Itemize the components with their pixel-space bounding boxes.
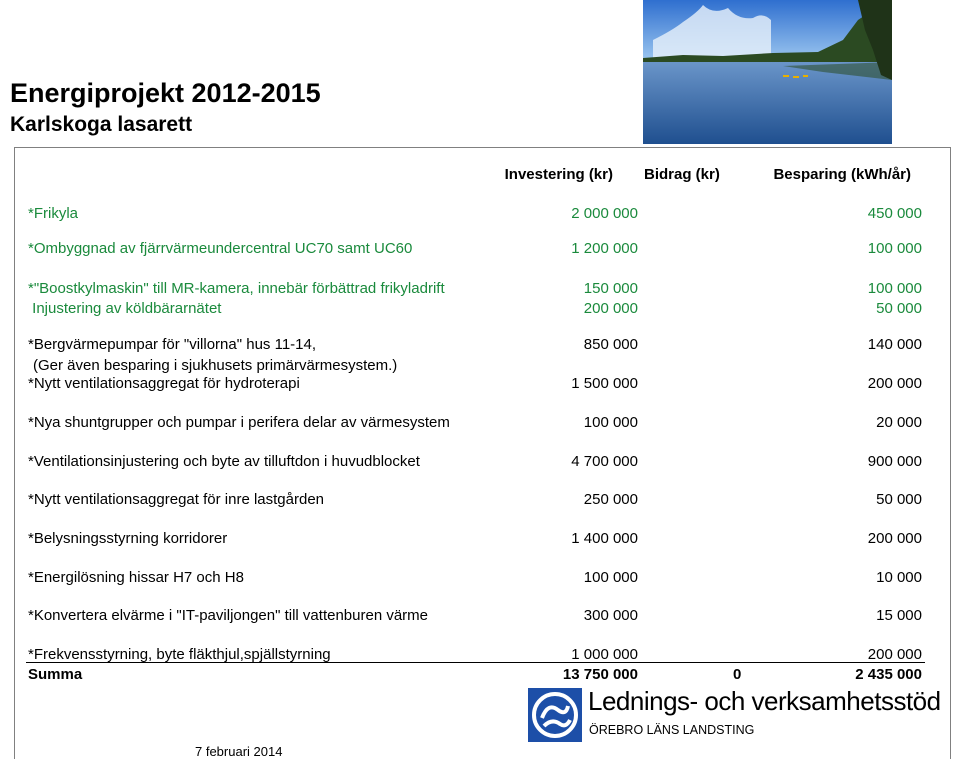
table-row [0, 530, 960, 550]
row-note: (Ger även besparing i sjukhusets primärvärmesystem.) [33, 357, 398, 374]
org-sub: ÖREBRO LÄNS LANDSTING [589, 723, 755, 737]
table-row [0, 336, 960, 356]
row-besparing: 900 000 [867, 453, 922, 470]
table-row [0, 205, 960, 225]
landsting-logo-icon [528, 688, 582, 742]
row-besparing: 50 000 [876, 300, 922, 317]
row-investering: 850 000 [583, 336, 638, 353]
row-label: *Frekvensstyrning, byte fläkthjul,spjällstyrning [28, 646, 331, 663]
row-label: *Belysningsstyrning korridorer [28, 530, 228, 547]
row-label: *Konvertera elvärme i "IT-paviljongen" till vattenburen värme [28, 607, 429, 624]
page-title: Energiprojekt 2012-2015 [10, 78, 321, 108]
row-label: *Nytt ventilationsaggregat för hydroterapi [28, 375, 300, 392]
row-investering: 300 000 [583, 607, 638, 624]
summa-row [0, 666, 960, 686]
row-besparing: 100 000 [867, 280, 922, 297]
row-besparing: 200 000 [867, 375, 922, 392]
table-row [0, 453, 960, 473]
row-investering: 100 000 [583, 414, 638, 431]
row-label: *Frikyla [28, 205, 79, 222]
table-row [0, 280, 960, 300]
row-investering: 200 000 [583, 300, 638, 317]
row-investering: 1 500 000 [571, 375, 638, 392]
table-row [0, 569, 960, 589]
row-besparing: 15 000 [876, 607, 922, 624]
row-investering: 1 200 000 [571, 240, 638, 257]
row-label: *Bergvärmepumpar för "villorna" hus 11-14, [28, 336, 317, 353]
summa-label: Summa [28, 666, 83, 683]
header-besparing: Besparing (kWh/år) [773, 166, 911, 183]
date-label: 7 februari 2014 [195, 744, 283, 759]
row-label: *"Boostkylmaskin" till MR-kamera, innebär förbättrad frikyladrift [28, 280, 445, 297]
lake-landscape-photo [643, 0, 892, 144]
row-besparing: 100 000 [867, 240, 922, 257]
row-label: *Nytt ventilationsaggregat för inre lastgården [28, 491, 325, 508]
row-label: Injustering av köldbärarnätet [28, 300, 222, 317]
row-investering: 150 000 [583, 280, 638, 297]
row-besparing: 200 000 [867, 646, 922, 663]
summa-investering: 13 750 000 [562, 666, 638, 683]
table-row [0, 240, 960, 260]
row-label: *Energilösning hissar H7 och H8 [28, 569, 244, 586]
row-investering: 250 000 [583, 491, 638, 508]
header-bidrag: Bidrag (kr) [644, 166, 720, 183]
row-label: *Ombyggnad av fjärrvärmeundercentral UC70 samt UC60 [28, 240, 413, 257]
table-row [0, 607, 960, 627]
table-row [0, 491, 960, 511]
table-row [0, 300, 960, 320]
row-besparing: 50 000 [876, 491, 922, 508]
row-besparing: 450 000 [867, 205, 922, 222]
row-label: *Nya shuntgrupper och pumpar i perifera delar av värmesystem [28, 414, 450, 431]
summa-besparing: 2 435 000 [855, 666, 922, 683]
row-investering: 1 000 000 [571, 646, 638, 663]
row-besparing: 200 000 [867, 530, 922, 547]
sum-divider [26, 662, 925, 663]
row-label: *Ventilationsinjustering och byte av tilluftdon i huvudblocket [28, 453, 420, 470]
row-besparing: 10 000 [876, 569, 922, 586]
table-row [0, 375, 960, 395]
row-besparing: 140 000 [867, 336, 922, 353]
org-name: Lednings- och verksamhetsstöd [588, 686, 941, 716]
row-besparing: 20 000 [876, 414, 922, 431]
row-investering: 2 000 000 [571, 205, 638, 222]
page-subtitle: Karlskoga lasarett [10, 113, 193, 136]
row-investering: 4 700 000 [571, 453, 638, 470]
row-investering: 100 000 [583, 569, 638, 586]
row-investering: 1 400 000 [571, 530, 638, 547]
summa-bidrag: 0 [733, 666, 742, 683]
table-row [0, 646, 960, 666]
header-investering: Investering (kr) [504, 166, 613, 183]
table-row [0, 414, 960, 434]
